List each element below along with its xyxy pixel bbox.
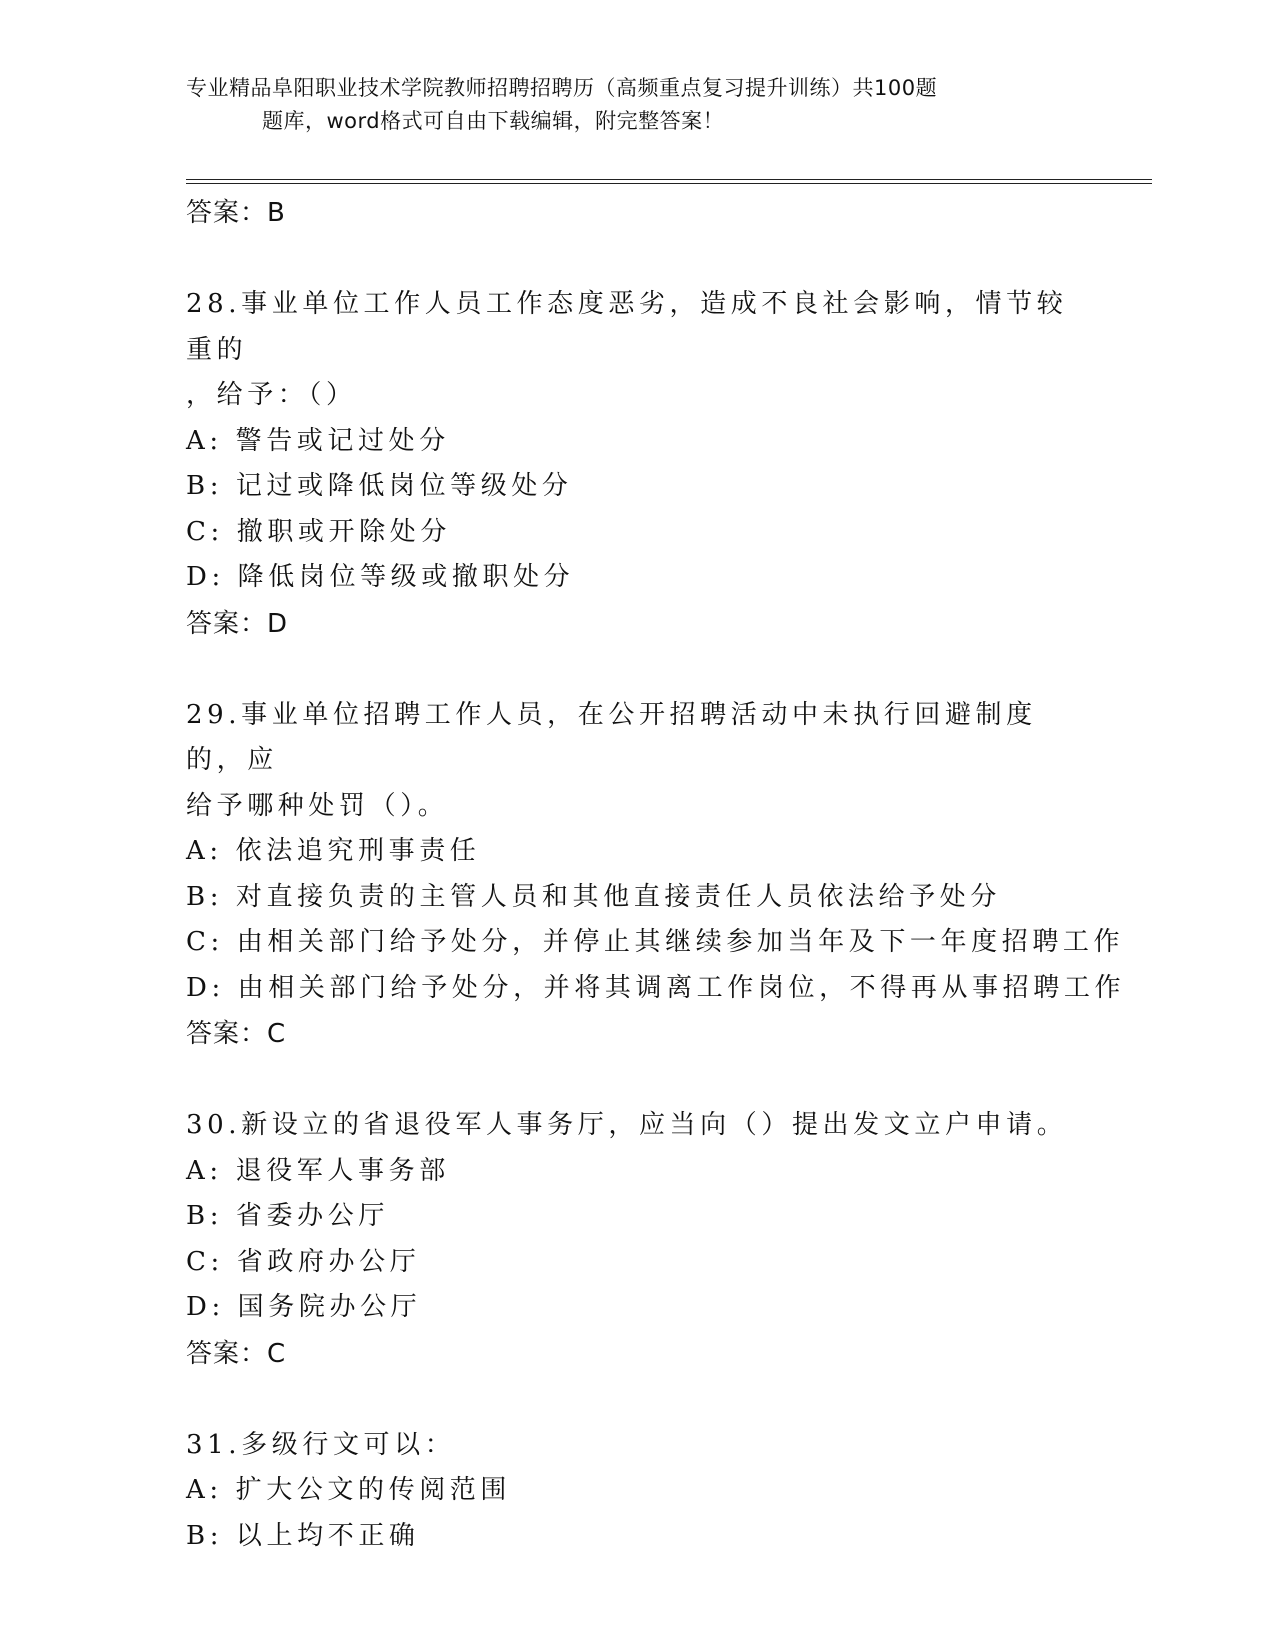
answer-line: 答案：D — [186, 608, 289, 639]
question-stem-continued: ，给予：（） — [186, 380, 357, 410]
question-list — [186, 190, 1126, 1559]
question-stem: 28.事业单位工作人员工作态度恶劣，造成不良社会影响，情节较重的 — [186, 289, 1068, 365]
option-c: C: 撤职或开除处分 — [186, 516, 451, 547]
question-stem: 29.事业单位招聘工作人员，在公开招聘活动中未执行回避制度的，应 — [186, 699, 1037, 775]
header-divider — [186, 179, 1152, 180]
option-b: B: 以上均不正确 — [186, 1520, 420, 1551]
option-b: B: 省委办公厅 — [186, 1201, 389, 1231]
option-a: A: 扩大公文的传阅范围 — [186, 1475, 512, 1505]
header-line-2: 题库，word格式可自由下载编辑，附完整答案！ — [262, 109, 725, 133]
option-c: C: 省政府办公厅 — [186, 1246, 421, 1277]
question-28 — [186, 236, 1086, 647]
header-line-1: 专业精品阜阳职业技术学院教师招聘招聘历（高频重点复习提升训练）共100题 — [186, 76, 938, 100]
answer-line: 答案：C — [186, 1019, 287, 1049]
question-stem-continued: 给予哪种处罚（）。 — [186, 790, 449, 821]
question-stem: 31.多级行文可以： — [186, 1429, 456, 1460]
option-d: D: 降低岗位等级或撤职处分 — [186, 562, 575, 592]
option-d: D: 国务院办公厅 — [186, 1292, 422, 1322]
page-header — [186, 72, 1066, 138]
question-29 — [186, 647, 1126, 1058]
option-c: C: 由相关部门给予处分，并停止其继续参加当年及下一年度招聘工作 — [186, 927, 1125, 957]
option-b: B: 记过或降低岗位等级处分 — [186, 471, 573, 501]
question-30 — [186, 1057, 1086, 1377]
question-31 — [186, 1377, 1086, 1560]
option-b: B: 对直接负责的主管人员和其他直接责任人员依法给予处分 — [186, 881, 1001, 912]
option-a: A: 依法追究刑事责任 — [186, 836, 481, 866]
question-stem: 30.新设立的省退役军人事务厅，应当向（）提出发文立户申请。 — [186, 1110, 1068, 1140]
answer-line: 答案：B — [186, 198, 286, 228]
option-a: A: 警告或记过处分 — [186, 425, 450, 456]
header-divider — [186, 183, 1152, 184]
option-d: D: 由相关部门给予处分，并将其调离工作岗位，不得再从事招聘工作 — [186, 972, 1126, 1003]
answer-line: 答案：C — [186, 1338, 287, 1369]
option-a: A: 退役军人事务部 — [186, 1155, 450, 1186]
